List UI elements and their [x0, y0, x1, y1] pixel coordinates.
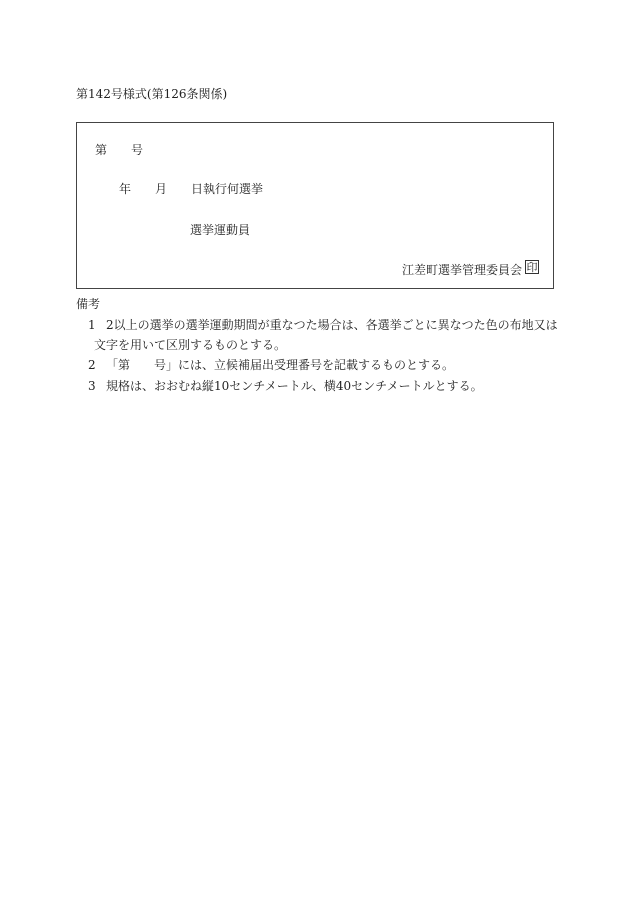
remark-text: 2以上の選挙の選挙運動期間が重なつた場合は、各選挙ごとに異なつた色の布地又は	[106, 318, 558, 332]
remark-item	[88, 319, 558, 331]
election-date-line: 年 月 日執行何選挙	[119, 182, 264, 196]
remark-text: 「第 号」には、立候補届出受理番号を記載するものとする。	[106, 358, 455, 372]
remark-number: 3	[88, 379, 96, 393]
form-title: 第142号様式(第126条関係)	[76, 87, 228, 101]
seal-stamp: 印	[526, 261, 538, 274]
issuer-name: 江差町選挙管理委員会	[401, 263, 522, 277]
role-line: 選挙運動員	[190, 223, 251, 237]
remark-item	[88, 380, 483, 392]
remark-text: 規格は、おおむね縦10センチメートル、横40センチメートルとする。	[106, 379, 483, 393]
number-line: 第 号	[95, 143, 144, 157]
remark-number: 1	[88, 318, 96, 332]
remark-item	[88, 359, 454, 371]
remark-continuation: 文字を用いて区別するものとする。	[94, 338, 287, 352]
remark-number: 2	[88, 358, 96, 372]
armband-form-box	[76, 122, 554, 289]
remarks-heading: 備考	[76, 297, 101, 311]
